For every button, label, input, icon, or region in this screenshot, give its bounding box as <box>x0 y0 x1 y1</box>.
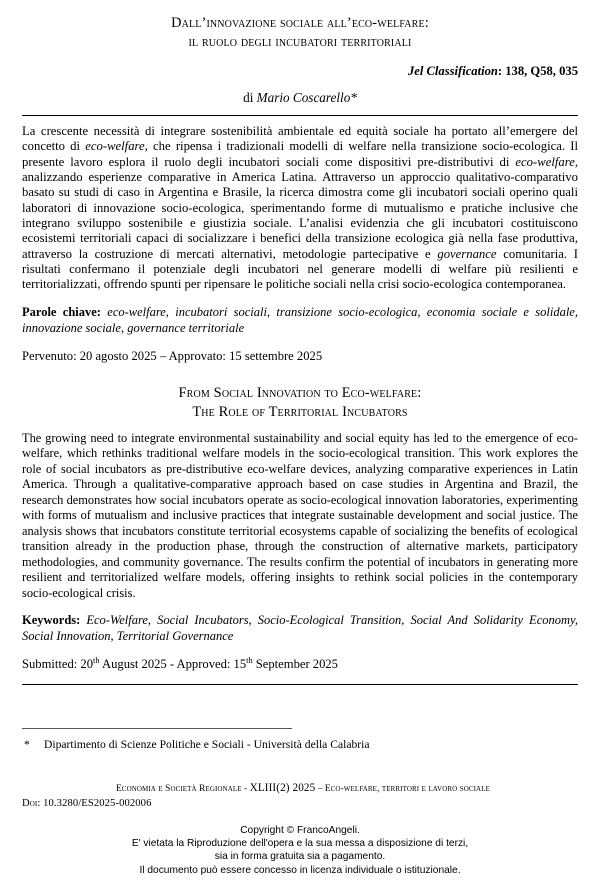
byline <box>22 90 578 106</box>
abstract-top-rule <box>22 115 578 116</box>
jel-classification-values: : 138, Q58, 035 <box>497 64 578 78</box>
byline-prefix: di <box>243 90 257 105</box>
journal-citation-line <box>22 782 578 796</box>
english-keywords-text: Eco-Welfare, Social Incubators, Socio-Ecological Transition, Social And Solidarity Economy, Social Innovation, Territorial Governance <box>22 613 578 643</box>
doi-label: Doi <box>22 798 38 809</box>
italian-keywords-label: Parole chiave: <box>22 305 101 320</box>
italian-title-line-2: il ruolo degli incubatori territoriali <box>188 34 412 50</box>
english-dates-ordinal-2: th <box>246 655 253 665</box>
affiliation-footnote <box>22 738 578 752</box>
footnote-text: Dipartimento di Scienze Politiche e Sociali - Università della Calabria <box>44 738 370 751</box>
italian-keywords <box>22 305 578 336</box>
english-keywords-label: Keywords: <box>22 613 81 628</box>
english-dates-middle: August 2025 - Approved: 15 <box>99 656 247 671</box>
abstract-bottom-rule <box>22 684 578 685</box>
english-title-line-2: The Role of Territorial Incubators <box>192 403 408 420</box>
article-head <box>22 14 578 685</box>
italian-title-line-1: Dall’innovazione sociale all’eco-welfare: <box>171 15 429 31</box>
copyright-line-3: sia in forma gratuita sia a pagamento. <box>214 851 386 863</box>
english-keywords <box>22 613 578 644</box>
english-title <box>22 384 578 422</box>
italian-title <box>22 14 578 52</box>
jel-classification <box>22 64 578 79</box>
author-name: Mario Coscarello* <box>256 90 357 105</box>
journal-volume: XLIII(2) 2025 <box>249 782 316 794</box>
copyright-line-2: E' vietata la Riproduzione dell'opera e la sua messa a disposizione di terzi, <box>131 838 469 850</box>
doi-value: : 10.3280/ES2025-002006 <box>37 798 152 809</box>
doi-line <box>22 797 578 810</box>
english-title-line-1: From Social Innovation to Eco-welfare: <box>178 384 422 401</box>
footnote-zone <box>22 728 578 752</box>
footnote-marker: * <box>24 738 30 751</box>
journal-issue-title: – Eco-welfare, territori e lavoro sociale <box>315 784 490 794</box>
journal-name: Economia e Società Regionale - <box>116 784 250 794</box>
english-dates-prefix: Submitted: 20 <box>22 656 94 671</box>
journal-footer <box>22 782 578 810</box>
copyright-line-1: Copyright © FrancoAngeli. <box>240 825 360 836</box>
italian-dates: Pervenuto: 20 agosto 2025 – Approvato: 15 settembre 2025 <box>22 348 323 363</box>
footnote-separator-rule <box>22 728 292 729</box>
italian-abstract: La crescente necessità di integrare sostenibilità ambientale ed equità sociale ha portato all’emergere del concetto di eco-welfare, che ripensa i tradizionali modelli di welfare nella transizione socio-ecologica. Il presente lavoro esplora il ruolo degli incubatori sociali come dispositivi pre-distributivi di eco-welfare, analizzando esperienze comparative in America Latina. Attraverso un approccio qualitativo-comparativo basato su studi di caso in Argentina e Brasile, la ricerca dimostra come gli incubatori sociali operino quali laboratori di innovazione socio-ecologica, sperimentando forme di mutualismo e pratiche inclusive che integrano sviluppo sostenibile e giustizia sociale. L’analisi evidenzia che gli incubatori costituiscono ecosistemi territoriali capaci di socializzare i benefici della transizione ecologica già nella fase produttiva, attraverso la costruzione di mercati alternativi, metodologie partecipative e governance comunitaria. I risultati confermano il potenziale degli incubatori nel generare modelli di welfare più resilienti e territorializzati, offrendo spunti per ripensare le politiche sociali nella crisi socio-ecologica contemporanea. <box>22 124 578 292</box>
english-dates-suffix: September 2025 <box>252 656 338 671</box>
copyright-notice <box>0 824 600 877</box>
english-abstract: The growing need to integrate environmental sustainability and social equity has led to the emergence of eco-welfare, which rethinks traditional welfare models in the socio-ecological transition. This work explores the role of social incubators as pre-distributive eco-welfare devices, analyzing comparative experiences in Latin America. Through a qualitative-comparative approach based on case studies in Argentina and Brazil, the research demonstrates how social incubators operate as socio-ecological innovation laboratories, experimenting with forms of mutualism and inclusive practices that integrate sustainable development and social justice. The analysis shows that incubators constitute territorial ecosystems capable of socializing the benefits of ecological transition already in the production phase, through the construction of alternative markets, participatory methodologies, and community governance. The results confirm the potential of incubators in generating more resilient and territorialized welfare models, offering insights to rethink social policies in the contemporary socio-ecological crisis. <box>22 430 578 600</box>
jel-classification-label: Jel Classification <box>407 64 498 78</box>
italian-keywords-text: eco-welfare, incubatori sociali, transizione socio-ecologica, economia sociale e solidale, innovazione sociale, governance territoriale <box>22 305 578 335</box>
english-dates-ordinal-1: th <box>93 655 100 665</box>
copyright-line-4: Il documento può essere concesso in licenza individuale o istituzionale. <box>139 864 461 876</box>
english-dates <box>22 657 578 672</box>
